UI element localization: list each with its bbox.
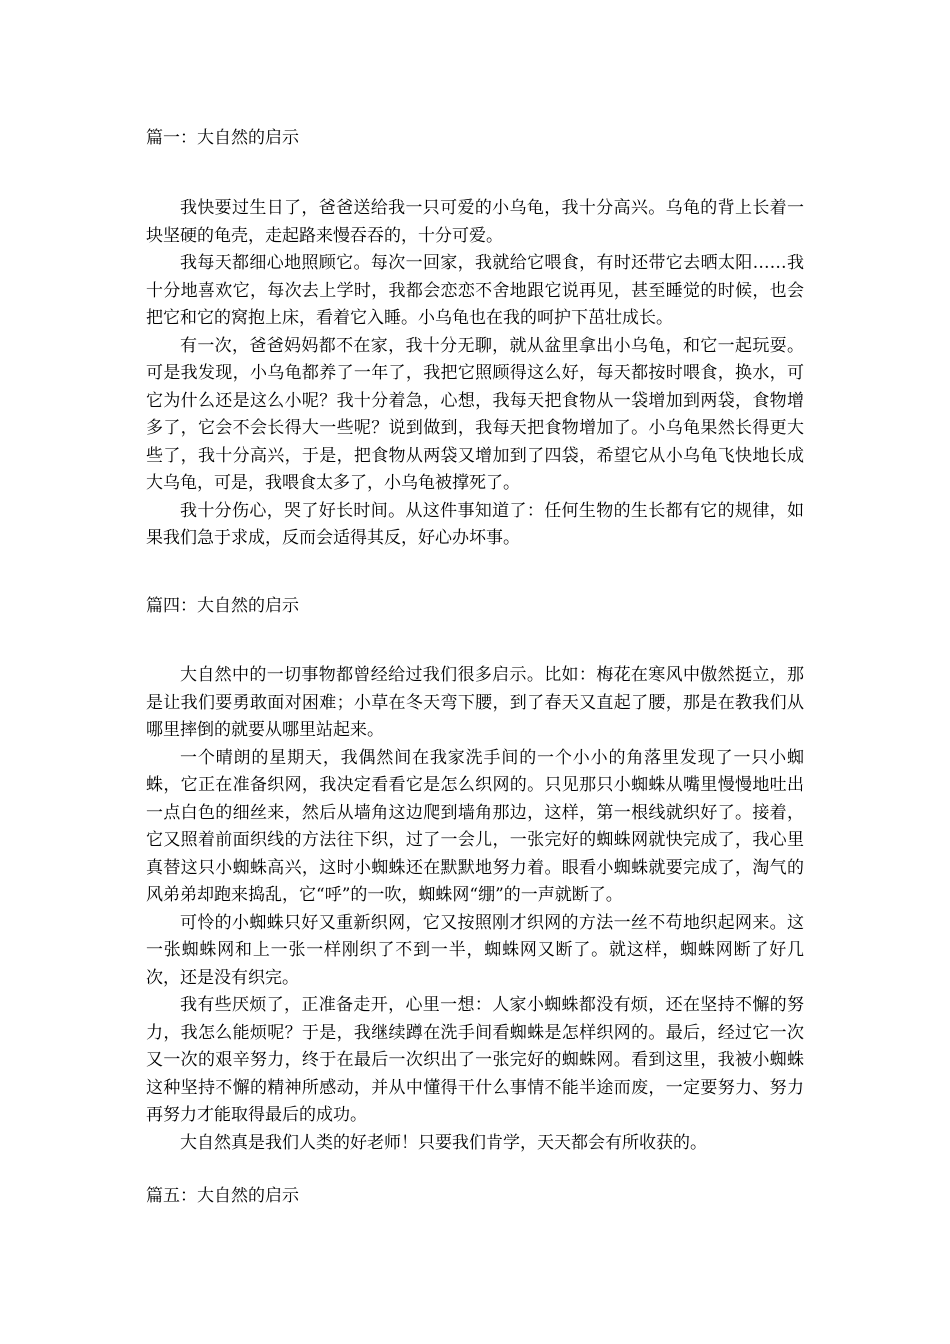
paragraph: 可怜的小蜘蛛只好又重新织网，它又按照刚才织网的方法一丝不苟地织起网来。这一张蜘蛛网和上一张一样刚织了不到一半，蜘蛛网又断了。就这样，蜘蛛网断了好几次，还是没有织完。	[146, 912, 804, 988]
paragraph: 我十分伤心，哭了好长时间。从这件事知道了：任何生物的生长都有它的规律，如果我们急于求成，反而会适得其反，好心办坏事。	[146, 500, 804, 548]
paragraph: 有一次，爸爸妈妈都不在家，我十分无聊，就从盆里拿出小乌龟，和它一起玩耍。可是我发现，小乌龟都养了一年了，我把它照顾得这么好，每天都按时喂食，换水，可它为什么还是这么小呢？我十分着急，心想，我每天把食物从一袋增加到两袋，食物增多了，它会不会长得大一些呢？说到做到，我每天把食物增加了。小乌龟果然长得更大些了，我十分高兴，于是，把食物从两袋又增加到了四袋，希望它从小乌龟飞快地长成大乌龟，可是，我喂食太多了，小乌龟被撑死了。	[146, 335, 804, 493]
paragraph: 大自然真是我们人类的好老师！只要我们肯学，天天都会有所收获的。	[180, 1132, 707, 1153]
paragraph: 我快要过生日了，爸爸送给我一只可爱的小乌龟，我十分高兴。乌龟的背上长着一块坚硬的龟壳，走起路来慢吞吞的，十分可爱。	[146, 198, 804, 246]
paragraph: 大自然中的一切事物都曾经给过我们很多启示。比如：梅花在寒风中傲然挺立，那是让我们要勇敢面对困难；小草在冬天弯下腰，到了春天又直起了腰，那是在教我们从哪里摔倒的就要从哪里站起来。	[146, 665, 804, 740]
paragraph: 我有些厌烦了，正准备走开，心里一想：人家小蜘蛛都没有烦，还在坚持不懈的努力，我怎么能烦呢？于是，我继续蹲在洗手间看蜘蛛是怎样织网的。最后，经过它一次又一次的艰辛努力，终于在最后一次织出了一张完好的蜘蛛网。看到这里，我被小蜘蛛这种坚持不懈的精神所感动，并从中懂得干什么事情不能半途而废，一定要努力、努力再努力才能取得最后的成功。	[146, 995, 804, 1125]
section-title: 篇五：大自然的启示	[146, 1186, 299, 1206]
paragraph: 一个晴朗的星期天，我偶然间在我家洗手间的一个小小的角落里发现了一只小蜘蛛，它正在准备织网，我决定看看它是怎么织网的。只见那只小蜘蛛从嘴里慢慢地吐出一点白色的细丝来，然后从墙角这边爬到墙角那边，这样，第一根线就织好了。接着，它又照着前面织线的方法往下织，过了一会儿，一张完好的蜘蛛网就快完成了，我心里真替这只小蜘蛛高兴，这时小蜘蛛还在默默地努力着。眼看小蜘蛛就要完成了，淘气的风弟弟却跑来捣乱，它“呼”的一吹，蜘蛛网“绷”的一声就断了。	[146, 747, 804, 905]
section-title: 篇四：大自然的启示	[146, 596, 299, 616]
section-title: 篇一：大自然的启示	[146, 128, 299, 148]
section-body	[146, 195, 804, 553]
section-body	[146, 662, 804, 1157]
paragraph: 我每天都细心地照顾它。每次一回家，我就给它喂食，有时还带它去晒太阳……我十分地喜欢它，每次去上学时，我都会恋恋不舍地跟它说再见，甚至睡觉的时候，也会把它和它的窝抱上床，看着它入睡。小乌龟也在我的呵护下茁壮成长。	[146, 253, 804, 328]
